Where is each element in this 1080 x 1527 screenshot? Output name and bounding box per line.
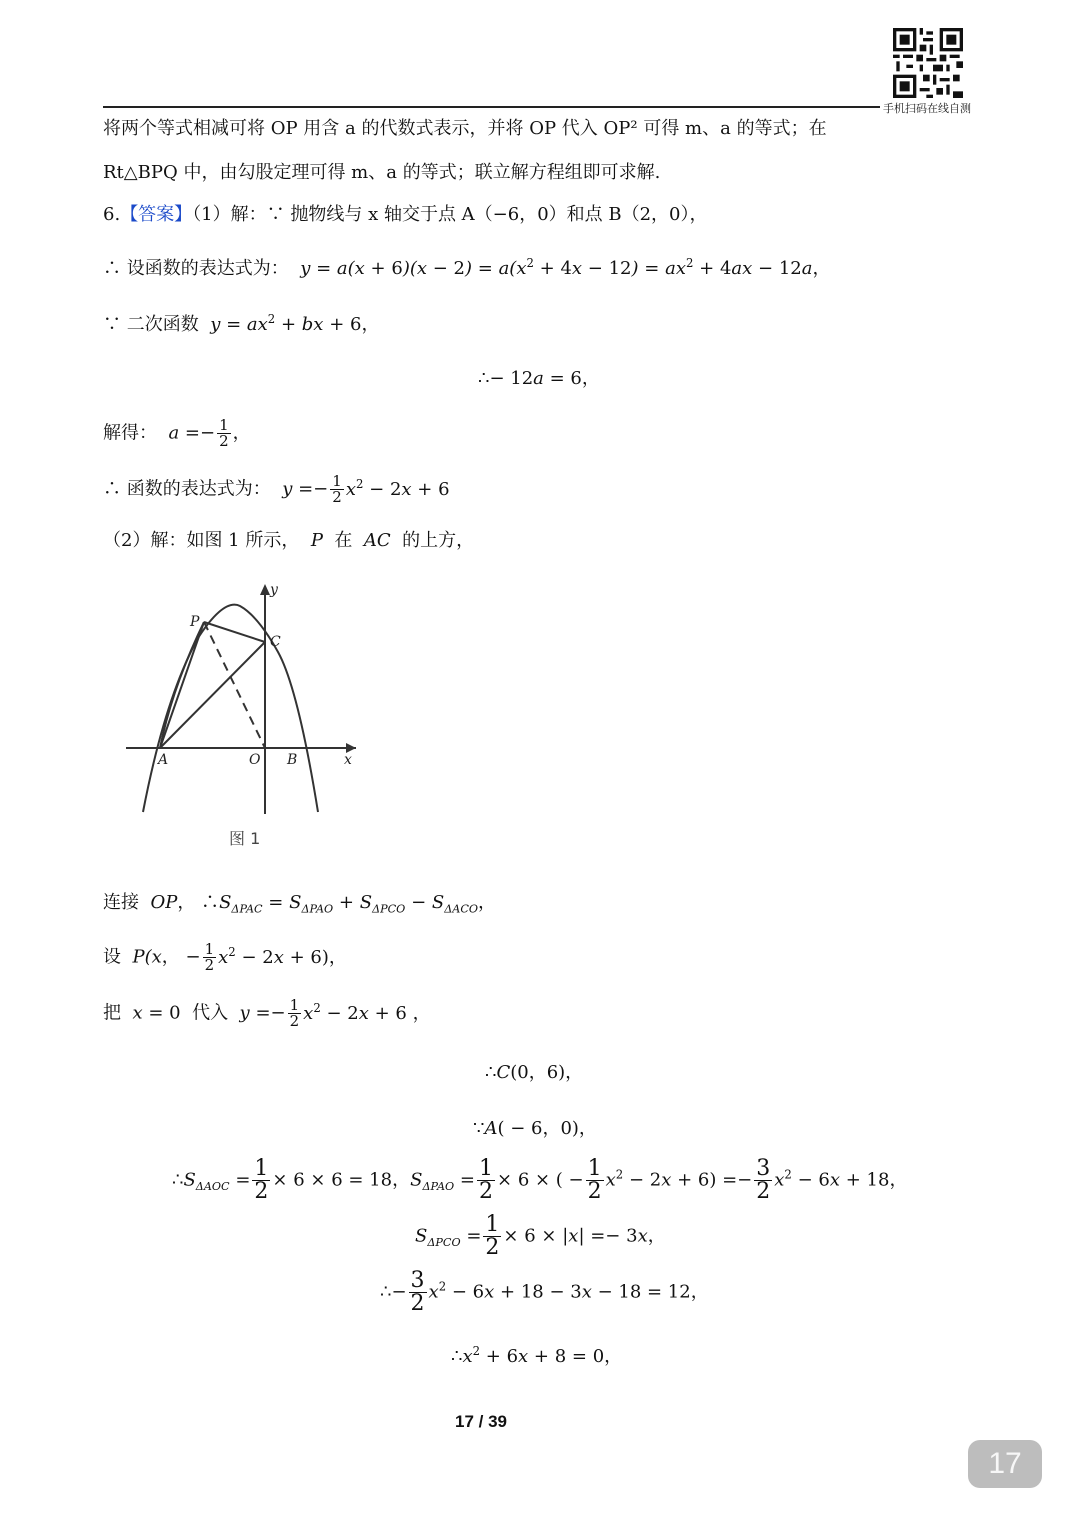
text-line-1: 将两个等式相减可将 OP 用含 a 的代数式表示，并将 OP 代入 OP² 可得 m、a 的等式；在 xyxy=(103,118,827,139)
question-number: 6. xyxy=(103,204,121,225)
formula-area-PCO: $S_{\Delta PCO}$ = $\frac{1}{2}$ × 6 × |x| =− 3x， xyxy=(415,1212,666,1260)
answer-heading xyxy=(103,204,708,226)
formula-final: $\therefore x^2 + 6x + 8 = 0$， xyxy=(451,1344,623,1367)
formula-line-expression xyxy=(103,256,830,280)
text-line-2: Rt△BPQ 中，由勾股定理可得 m、a 的等式；联立解方程组即可求解. xyxy=(103,162,661,183)
formula-areas-AOC-PAO: $\therefore S_{\Delta AOC}$ = $\frac{1}{2}$ × 6 × 6 = 18，$S_{\Delta PAO}$ = $\frac{1}{2}$ × 6 × ( − $\frac{1}{2}$ $x^2 - 2x + 6$) =− $\frac{3}{2}$ $x^2 - 6x + 18$， xyxy=(172,1156,908,1204)
page-badge[interactable]: 17 xyxy=(968,1440,1042,1488)
formula-function: ∴ 函数的表达式为： y =− $\frac{1}{2}$ $x^2 - 2x + 6$ xyxy=(103,472,450,506)
part2-intro: （2）解：如图 1 所示， P 在 AC 的上方， xyxy=(103,530,475,551)
formula-substitute: 把 x = 0 代入 y =− $\frac{1}{2}$ $x^2 - 2x + 6$ ， xyxy=(103,996,431,1030)
formula-area-split: 连接 OP， $\therefore S_{\Delta PAC} = S_{\Delta PAO} + S_{\Delta PCO} - S_{\Delta ACO}$， xyxy=(103,892,497,916)
label-B: B xyxy=(287,752,298,768)
label-x: x xyxy=(344,752,352,768)
formula-point-A: ∵A( − 6，0)， xyxy=(473,1118,597,1139)
segment-PA xyxy=(160,622,204,748)
part2-text-c: 的上方， xyxy=(402,530,475,551)
answer-part1-text: （1）解：∵ 抛物线与 x 轴交于点 A（−6，0）和点 B（2，0）， xyxy=(192,204,708,225)
text-dairu: 代入 xyxy=(192,1002,229,1024)
label-C: C xyxy=(270,634,281,650)
segment-PO-dashed xyxy=(204,622,265,748)
header-divider xyxy=(103,106,880,108)
qr-code-icon[interactable] xyxy=(893,28,963,98)
segment-AC xyxy=(160,642,265,748)
label-y: y xyxy=(270,582,278,598)
formula-prefix: 解得： xyxy=(103,422,157,444)
qr-caption: 手机扫码在线自测 xyxy=(883,102,971,115)
answer-tag: 【答案】 xyxy=(120,204,193,225)
formula-quadratic: $y = ax^2$ + bx + 6， xyxy=(204,312,380,335)
figure-caption: 图 1 xyxy=(229,829,261,848)
label-O: O xyxy=(249,752,261,768)
formula-prefix: ∴ 函数的表达式为： xyxy=(103,478,271,500)
formula-coefficient: ∴− 12a = 6， xyxy=(478,368,600,389)
formula-equation: ∴− $\frac{3}{2}$ $x^2 - 6x + 18 - 3x - 18 = 12$， xyxy=(380,1268,709,1316)
formula-line-quadratic xyxy=(103,312,379,336)
formula-prefix: 连接 xyxy=(103,892,139,913)
text-ba: 把 xyxy=(103,1002,121,1024)
formula-prefix: ∵ 二次函数 xyxy=(103,314,199,335)
y-axis-arrow xyxy=(260,584,270,595)
label-A: A xyxy=(158,752,169,768)
label-P: P xyxy=(190,614,200,630)
formula-point-P: 设 P(x， − $\frac{1}{2}$ $x^2 - 2x + 6$)， xyxy=(103,940,347,974)
formula-prefix: ∴ 设函数的表达式为： xyxy=(103,258,289,279)
formula-expansion: $y = a(x + 6)(x - 2) = a(x^2 + 4x - 12) = ax^2 + 4ax - 12a$， xyxy=(294,256,831,279)
formula-solution-a: 解得： a =− $\frac{1}{2}$ ， xyxy=(103,416,251,450)
formula-prefix: 设 xyxy=(103,946,121,968)
figure-1-parabola xyxy=(118,578,368,818)
part2-text-b: 在 xyxy=(334,530,353,551)
page-number: 17 / 39 xyxy=(455,1412,507,1431)
part2-text-a: （2）解：如图 1 所示， xyxy=(103,530,300,551)
formula-point-C: ∴C(0，6)， xyxy=(485,1062,584,1083)
